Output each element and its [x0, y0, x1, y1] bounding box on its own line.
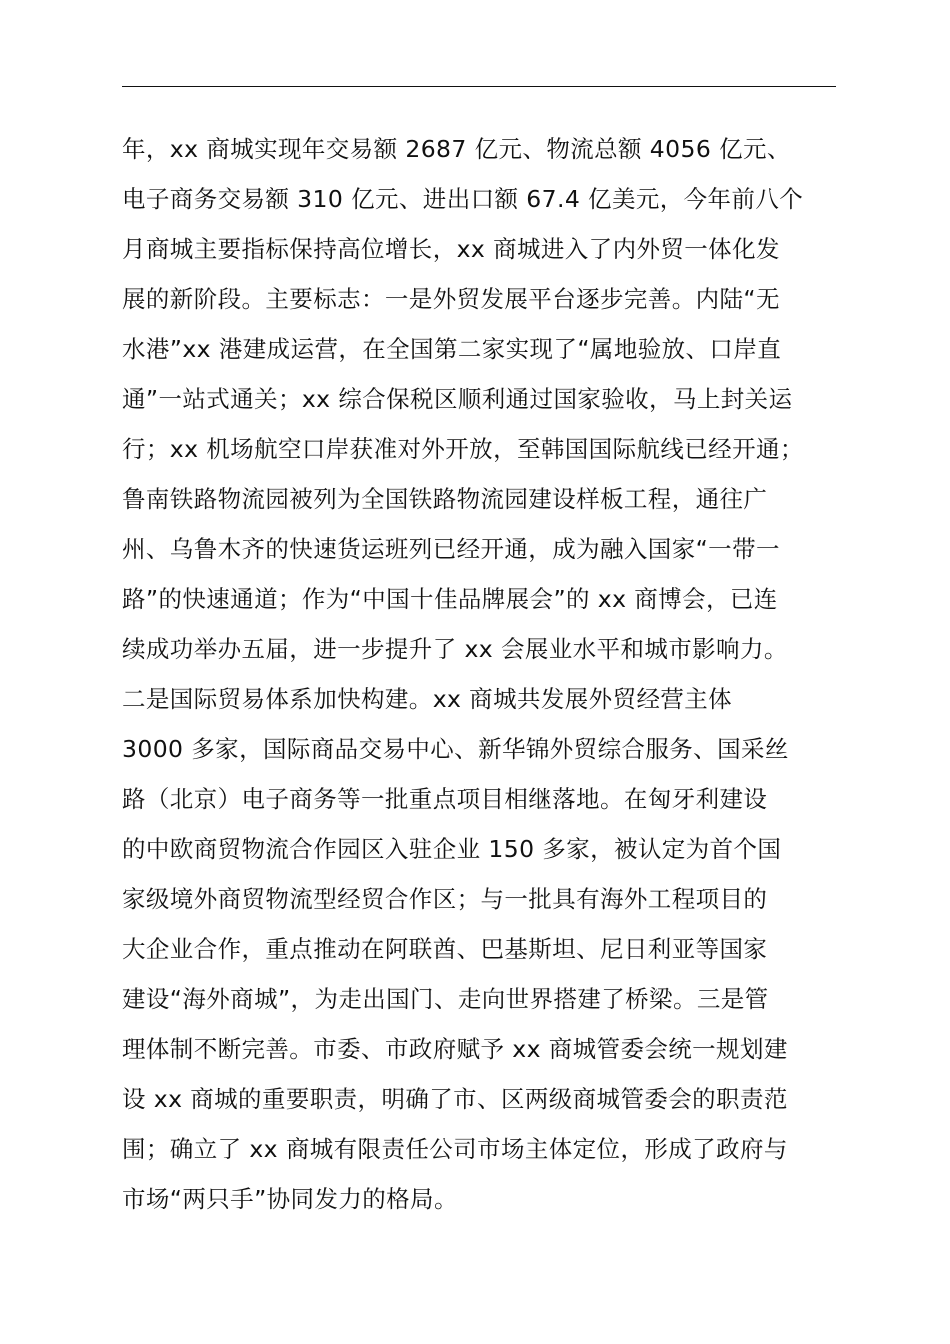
text-line: 路（北京）电子商务等一批重点项目相继落地。在匈牙利建设: [122, 785, 768, 813]
text-line: 行；xx 机场航空口岸获准对外开放，至韩国国际航线已经开通；: [122, 435, 804, 463]
text-line: 大企业合作，重点推动在阿联酋、巴基斯坦、尼日利亚等国家: [122, 935, 768, 963]
text-line: 市场“两只手”协同发力的格局。: [122, 1185, 458, 1213]
header-rule: [122, 86, 836, 87]
text-line: 月商城主要指标保持高位增长，xx 商城进入了内外贸一体化发: [122, 235, 780, 263]
text-line: 电子商务交易额 310 亿元、进出口额 67.4 亿美元，今年前八个: [122, 185, 804, 213]
text-line: 州、乌鲁木齐的快速货运班列已经开通，成为融入国家“一带一: [122, 535, 780, 563]
body-text: [122, 124, 862, 1224]
text-line: 家级境外商贸物流型经贸合作区；与一批具有海外工程项目的: [122, 885, 768, 913]
text-line: 水港”xx 港建成运营，在全国第二家实现了“属地验放、口岸直: [122, 335, 782, 363]
text-line: 的中欧商贸物流合作园区入驻企业 150 多家，被认定为首个国: [122, 835, 782, 863]
text-line: 设 xx 商城的重要职责，明确了市、区两级商城管委会的职责范: [122, 1085, 788, 1113]
text-line: 年，xx 商城实现年交易额 2687 亿元、物流总额 4056 亿元、: [122, 135, 791, 163]
text-line: 展的新阶段。主要标志：一是外贸发展平台逐步完善。内陆“无: [122, 285, 780, 313]
text-line: 围；确立了 xx 商城有限责任公司市场主体定位，形成了政府与: [122, 1135, 788, 1163]
text-line: 通”一站式通关；xx 综合保税区顺利通过国家验收，马上封关运: [122, 385, 793, 413]
text-line: 续成功举办五届，进一步提升了 xx 会展业水平和城市影响力。: [122, 635, 788, 663]
text-line: 理体制不断完善。市委、市政府赋予 xx 商城管委会统一规划建: [122, 1035, 788, 1063]
text-line: 二是国际贸易体系加快构建。xx 商城共发展外贸经营主体: [122, 685, 733, 713]
text-line: 建设“海外商城”，为走出国门、走向世界搭建了桥梁。三是管: [122, 985, 769, 1013]
text-line: 路”的快速通道；作为“中国十佳品牌展会”的 xx 商博会，已连: [122, 585, 778, 613]
text-line: 鲁南铁路物流园被列为全国铁路物流园建设样板工程，通往广: [122, 485, 768, 513]
text-line: 3000 多家，国际商品交易中心、新华锦外贸综合服务、国采丝: [122, 735, 789, 763]
